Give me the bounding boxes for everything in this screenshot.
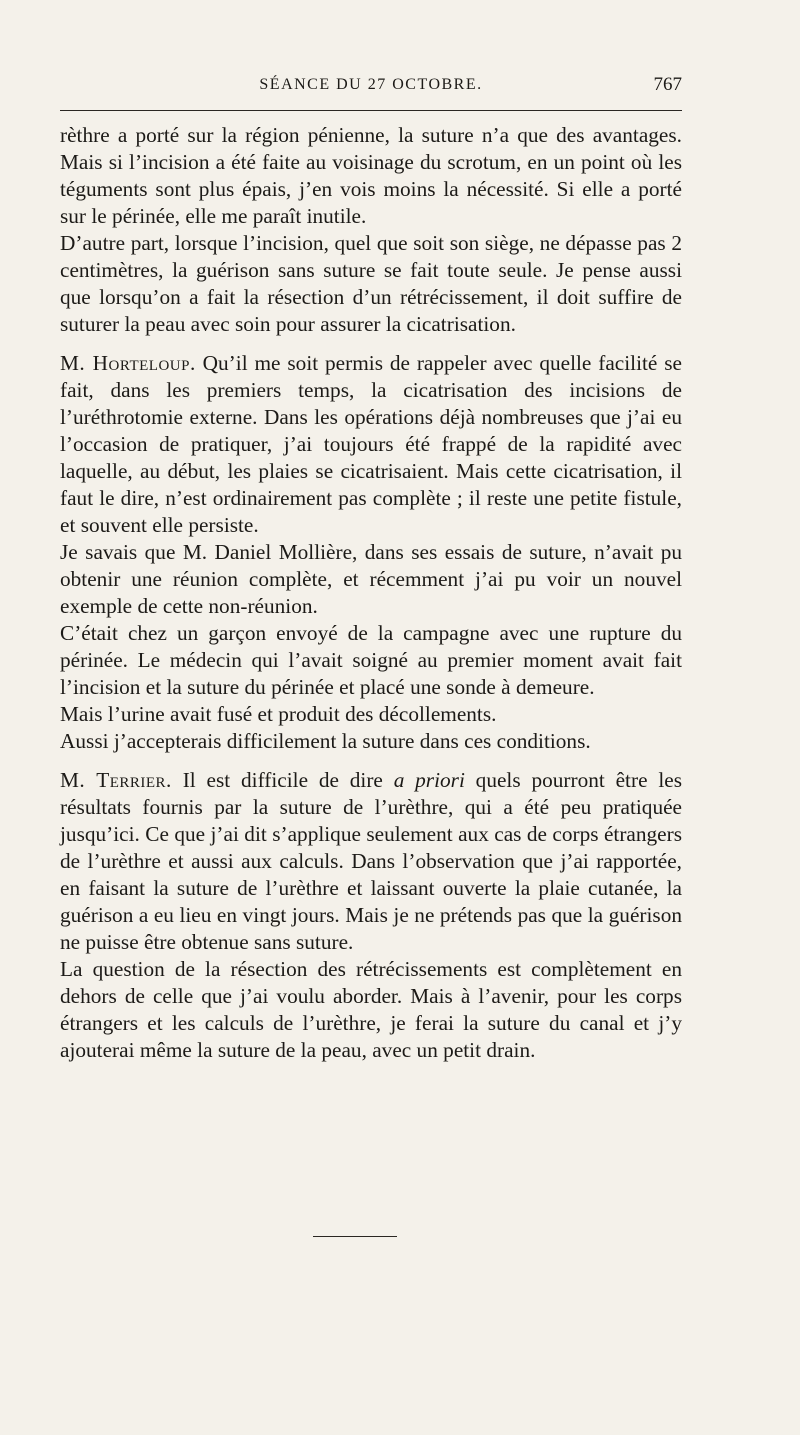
paragraph-text: rèthre a porté sur la région pénienne, la suture n’a que des avantages. Mais si l’incision a été faite au voisinage du scrotum, en un point où les téguments sont plus épais, j’en vois moins la nécessité. Si elle a porté sur le périnée, elle me paraît inutile.: [60, 123, 682, 228]
paragraph-text: C’était chez un garçon envoyé de la campagne avec une rupture du périnée. Le médecin qui l’avait soigné au premier moment avait fait l’incision et la suture du périnée et placé une sonde à demeure.: [60, 621, 682, 699]
paragraph-text: D’autre part, lorsque l’incision, quel que soit son siège, ne dépasse pas 2 centimètres, la guérison sans suture se fait toute seule. Je pense aussi que lorsqu’on a fait la résection d’un rétrécissement, il doit suffire de suturer la peau avec soin pour assurer la cicatrisation.: [60, 231, 682, 336]
body-text: [60, 122, 682, 1064]
paragraph: [60, 956, 682, 1064]
paragraph: [60, 539, 682, 620]
paragraph-text: Aussi j’accepterais difficilement la suture dans ces conditions.: [60, 729, 591, 753]
paragraph-text: Je savais que M. Daniel Mollière, dans ses essais de suture, n’avait pu obtenir une réunion complète, et récemment j’ai pu voir un nouvel exemple de cette non-réunion.: [60, 540, 682, 618]
running-header: [60, 76, 682, 102]
paragraph: [60, 728, 682, 755]
paragraph: [60, 122, 682, 230]
running-title: SÉANCE DU 27 OCTOBRE.: [259, 76, 483, 93]
paragraph: [60, 350, 682, 539]
paragraph: [60, 701, 682, 728]
paragraph-text: Mais l’urine avait fusé et produit des décollements.: [60, 702, 497, 726]
header-rule: [60, 110, 682, 111]
speaker-name: M. Horteloup.: [60, 351, 196, 375]
italic-text: a priori: [393, 768, 465, 792]
paragraph-text: quels pourront être les résultats fournis par la suture de l’urèthre, qui a été peu pratiquée jusqu’ici. Ce que j’ai dit s’applique seulement aux cas de corps étrangers de l’urèthre et aussi aux calculs. Dans l’observation que j’ai rapportée, en faisant la suture de l’urèthre et laissant ouverte la plaie cutanée, la guérison a eu lieu en vingt jours. Mais je ne prétends pas que la guérison ne puisse être obtenue sans suture.: [60, 768, 682, 954]
end-rule: [313, 1236, 397, 1237]
speaker-name: M. Terrier.: [60, 768, 172, 792]
page-number: 767: [653, 74, 682, 95]
paragraph-text: Il est difficile de dire: [182, 768, 394, 792]
paragraph: [60, 620, 682, 701]
paragraph-text: La question de la résection des rétrécissements est complètement en dehors de celle que j’ai voulu aborder. Mais à l’avenir, pour les corps étrangers et les calculs de l’urèthre, je ferai la suture du canal et j’y ajouterai même la suture de la peau, avec un petit drain.: [60, 957, 682, 1062]
paragraph: [60, 767, 682, 956]
paragraph: [60, 230, 682, 338]
paragraph-text: Qu’il me soit permis de rappeler avec quelle facilité se fait, dans les premiers temps, la cicatrisation des incisions de l’uréthrotomie externe. Dans les opérations déjà nombreuses que j’ai eu l’occasion de pratiquer, j’ai toujours été frappé de la rapidité avec laquelle, au début, les plaies se cicatrisaient. Mais cette cicatrisation, il faut le dire, n’est ordinairement pas complète ; il reste une petite fistule, et souvent elle persiste.: [60, 351, 682, 537]
